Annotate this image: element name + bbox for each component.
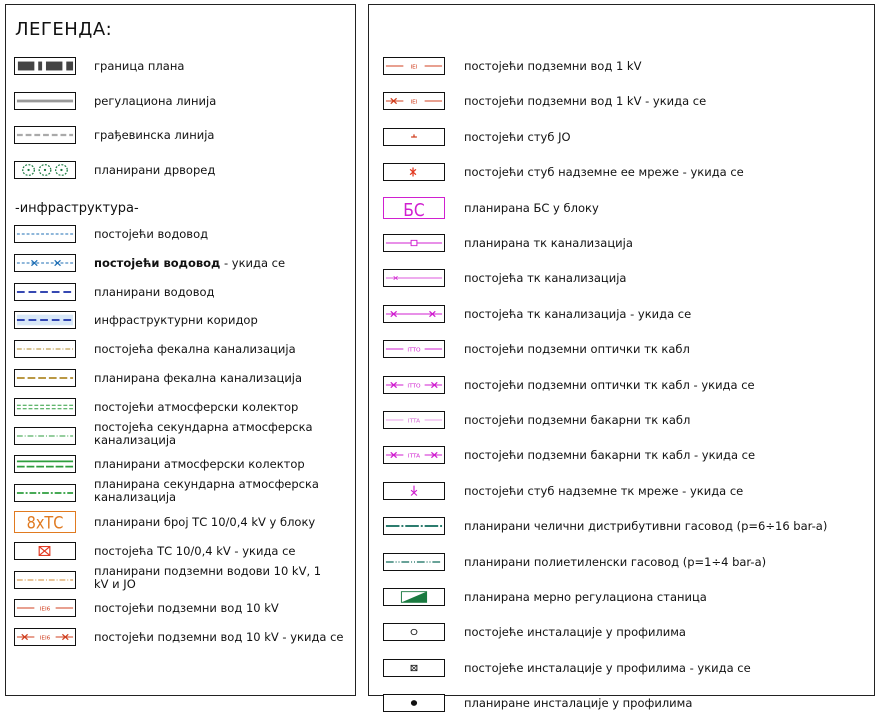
legend-item <box>369 57 874 83</box>
legend-item <box>369 694 874 720</box>
optic-icon <box>383 340 445 358</box>
storm-sec-planned-icon <box>14 484 76 502</box>
sewer-existing-icon <box>14 340 76 358</box>
legend-item-label: планирана секундарна атмосферска канализација <box>94 477 319 505</box>
svg-text:IEI: IEI <box>410 100 418 106</box>
svg-text:БС: БС <box>403 199 425 218</box>
tk-planned-icon <box>383 234 445 252</box>
legend-item <box>369 128 874 154</box>
legend-item-label: постојећи подземни бакарни тк кабл - укида се <box>464 448 756 463</box>
legend-item <box>6 92 355 118</box>
ts-count-icon <box>14 511 76 533</box>
legend-title: ЛЕГЕНДА: <box>15 19 113 40</box>
legend-item-label: планирана мерно регулациона станица <box>464 590 707 604</box>
tk-pole-removed-icon <box>383 482 445 500</box>
power-planned-icon <box>14 571 76 589</box>
legend-item <box>369 482 874 508</box>
legend-item-label: планирани дрворед <box>94 162 216 177</box>
power10-icon <box>14 599 76 617</box>
svg-text:IEI6: IEI6 <box>39 607 51 613</box>
legend-item-label: постојећи подземни вод 10 kV - укида се <box>94 630 344 645</box>
legend-item-label: постојећа ТС 10/0,4 kV - укида се <box>94 543 296 558</box>
legend-item-label: планирани полиетиленски гасовод (p=1÷4 bar-a) <box>464 554 767 569</box>
pole-jo-icon <box>383 128 445 146</box>
legend-item <box>6 57 355 83</box>
legend-item-label: постојећи подземни оптички тк кабл - укида се <box>464 377 755 392</box>
legend-item <box>369 659 874 685</box>
legend-item-label: постојећи подземни вод 1 kV - укида се <box>464 94 707 109</box>
storm-planned-icon <box>14 455 76 473</box>
legend-item-label: планирана БС у блоку <box>464 200 599 215</box>
legend-item-label: постојећи подземни вод 1 kV <box>464 59 642 73</box>
legend-item-label: постојећа тк канализација <box>464 271 627 286</box>
legend-item-label: постојеће инсталације у профилима <box>464 625 686 640</box>
legend-item-label: постојећи стуб надземне тк мреже - укида се <box>464 483 744 498</box>
legend-item <box>6 513 355 539</box>
legend-item-label: постојећа секундарна атмосферска канализација <box>94 419 313 447</box>
ts-removed-icon <box>14 542 76 560</box>
legend-item-label: постојећи водовод - укида се <box>94 255 286 270</box>
water-removed-icon <box>14 254 76 272</box>
sewer-planned-icon <box>14 369 76 387</box>
gas-steel-icon <box>383 517 445 535</box>
legend-item-label: грађевинска линија <box>94 128 215 143</box>
legend-item <box>6 225 355 251</box>
inst-removed-icon <box>383 659 445 677</box>
buildline-icon <box>14 126 76 144</box>
legend-item <box>369 163 874 189</box>
legend-item <box>6 419 355 453</box>
power10-removed-icon <box>14 628 76 646</box>
legend-item-label: планирана фекална канализација <box>94 371 303 385</box>
legend-item-label: постојећи атмосферски колектор <box>94 399 299 414</box>
legend-item-label: постојећа фекална канализација <box>94 342 296 357</box>
legend-item-label: постојећи подземни вод 10 kV <box>94 601 279 616</box>
svg-text:IEI6: IEI6 <box>39 636 51 642</box>
legend-item <box>369 92 874 118</box>
legend-panel-right <box>368 4 875 711</box>
legend-item <box>369 623 874 649</box>
legend-item <box>369 588 874 614</box>
optic-removed-icon <box>383 376 445 394</box>
legend-item <box>369 446 874 472</box>
legend-item <box>6 477 355 510</box>
legend-item-label: планирани број ТС 10/0,4 kV у блоку <box>94 515 316 529</box>
legend-item-label: постојећи водовод <box>94 227 209 241</box>
power1-removed-icon <box>383 92 445 110</box>
legend-item <box>6 283 355 309</box>
mrs-icon <box>383 588 445 606</box>
legend-item <box>6 254 355 280</box>
legend-item <box>6 340 355 366</box>
legend-item-label: постојећи подземни бакарни тк кабл <box>464 413 691 427</box>
tk-removed-icon <box>383 305 445 323</box>
svg-text:8xТС: 8xТС <box>26 513 64 532</box>
inst-existing-icon <box>383 623 445 641</box>
legend-item <box>369 411 874 437</box>
corridor-icon <box>14 311 76 329</box>
svg-text:ITTA: ITTA <box>407 418 421 425</box>
legend-item-label: регулациона линија <box>94 93 217 108</box>
legend-item-label: планирани подземни водови 10 kV, 1 kV и ЈО <box>94 563 322 591</box>
legend-item <box>369 199 874 225</box>
legend-item <box>369 340 874 366</box>
boundary-icon <box>14 57 76 75</box>
legend-item <box>369 234 874 260</box>
legend-item-label-bold: постојећи водовод <box>94 255 221 270</box>
legend-item-label: постојећи стуб ЈО <box>464 129 571 144</box>
svg-text:IEI: IEI <box>410 64 418 71</box>
svg-text:ITTO: ITTO <box>407 383 421 390</box>
legend-item <box>6 599 355 625</box>
legend-item-label: постојећи стуб надземне ее мреже - укида се <box>464 165 744 180</box>
tk-existing-icon <box>383 269 445 287</box>
legend-item-label: инфраструктурни коридор <box>94 313 258 328</box>
svg-text:ITTO: ITTO <box>407 348 421 354</box>
storm-existing-icon <box>14 398 76 416</box>
pole-ee-removed-icon <box>383 163 445 181</box>
legend-item-label: планирани водовод <box>94 284 215 299</box>
legend-item <box>369 269 874 295</box>
legend-item-label: планирани челични дистрибутивни гасовод (p=6÷16 bar-a) <box>464 519 828 534</box>
legend-item <box>6 628 355 654</box>
trees-icon <box>14 161 76 179</box>
svg-text:ITTA: ITTA <box>407 454 421 460</box>
legend-item <box>369 376 874 402</box>
legend-item-label: планирана тк канализација <box>464 236 633 250</box>
water-existing-icon <box>14 225 76 243</box>
legend-item-label: постојећи подземни оптички тк кабл <box>464 342 690 357</box>
legend-item <box>6 161 355 187</box>
legend-panel-left <box>5 4 356 696</box>
regline-icon <box>14 92 76 110</box>
power1-icon <box>383 57 445 75</box>
legend-item <box>369 517 874 543</box>
copper-icon <box>383 411 445 429</box>
legend-item <box>369 553 874 579</box>
legend-item <box>6 563 355 597</box>
water-planned-icon <box>14 283 76 301</box>
copper-removed-icon <box>383 446 445 464</box>
legend-item-label: планирани атмосферски колектор <box>94 457 305 472</box>
gas-pe-icon <box>383 553 445 571</box>
section-heading-infrastructure: -инфраструктура- <box>15 201 139 216</box>
legend-item-label: постојеће инсталације у профилима - укида се <box>464 660 751 675</box>
legend-item <box>369 305 874 331</box>
legend-item <box>6 126 355 152</box>
legend-item-label: планиране инсталације у профилима <box>464 696 693 711</box>
legend-item-label: граница плана <box>94 59 185 73</box>
bs-icon <box>383 197 445 219</box>
legend-item <box>6 369 355 395</box>
storm-sec-existing-icon <box>14 427 76 445</box>
legend-item-label: постојећа тк канализација - укида се <box>464 306 692 321</box>
legend-item <box>6 311 355 337</box>
